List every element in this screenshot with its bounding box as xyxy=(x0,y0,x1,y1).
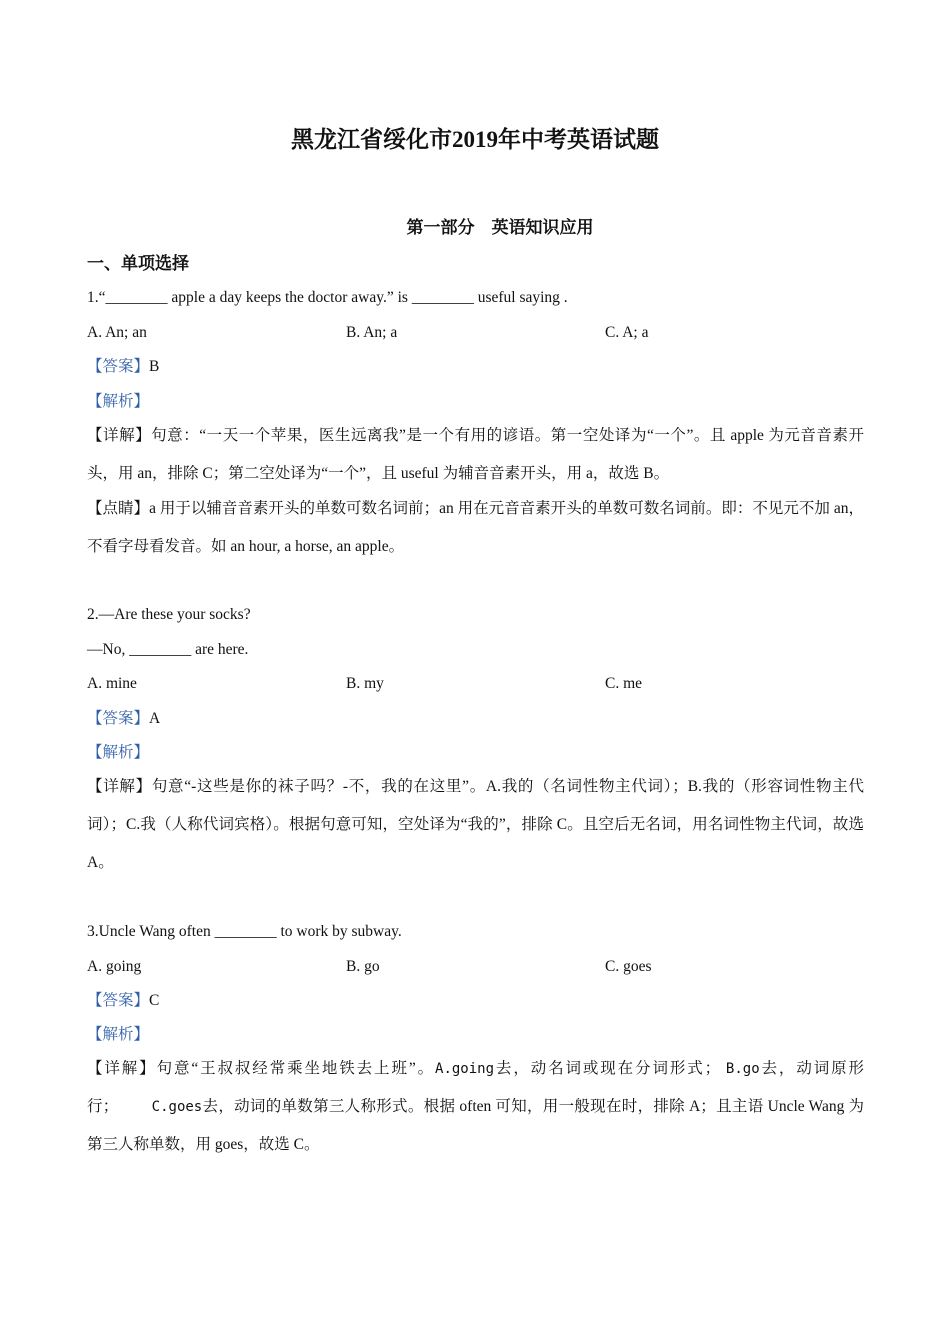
analysis-label: 【解析】 xyxy=(87,393,150,410)
tip-label: 【点睛】 xyxy=(87,500,150,517)
q3-option-c: C. goes xyxy=(605,958,652,975)
q3-option-a: A. going xyxy=(87,958,142,975)
answer-value: B xyxy=(149,358,160,375)
section-title: 一、单项选择 xyxy=(87,254,189,273)
q2-stem: 2.—Are these your socks? xyxy=(87,606,251,623)
q3-option-b: B. go xyxy=(346,958,380,975)
part-title: 第一部分 英语知识应用 xyxy=(406,218,594,237)
q1-analysis xyxy=(87,391,149,413)
q2-detail xyxy=(87,768,864,882)
q1-option-c: C. A; a xyxy=(605,324,649,341)
detail-label: 【详解】 xyxy=(87,1060,157,1077)
analysis-label: 【解析】 xyxy=(87,744,150,761)
q2-option-a: A. mine xyxy=(87,675,137,692)
q3-answer xyxy=(87,990,159,1012)
q1-option-b: B. An; a xyxy=(346,324,398,341)
q2-analysis xyxy=(87,742,149,764)
detail-text-b: 去，动名词或现在分词形式； xyxy=(494,1060,721,1077)
q1-detail xyxy=(87,417,864,493)
answer-label: 【答案】 xyxy=(87,710,150,727)
detail-text-c: 去，动词原形行； xyxy=(87,1060,864,1115)
detail-text-d: 去，动词的单数第三人称形式。根据 often 可知，用一般现在时，排除 A；且主语 Uncle Wang 为第三人称单数，用 goes，故选 C。 xyxy=(87,1098,864,1153)
answer-value: A xyxy=(149,710,161,727)
q1-option-a: A. An; an xyxy=(87,324,147,341)
detail-word-b: B.go xyxy=(725,1061,760,1077)
q1-tip xyxy=(87,490,864,566)
q2-option-b: B. my xyxy=(346,675,384,692)
q1-answer xyxy=(87,356,159,378)
answer-value: C xyxy=(149,992,160,1009)
q2-answer xyxy=(87,708,160,730)
q3-analysis xyxy=(87,1024,149,1046)
detail-text-a: 句意“王叔叔经常乘坐地铁去上班”。 xyxy=(156,1060,436,1077)
detail-text: 句意“-这些是你的袜子吗？-不，我的在这里”。A.我的（名词性物主代词）；B.我的（形容词性物主代词）；C.我（人称代词宾格）。根据句意可知，空处译为“我的”，排除 C。且空后无名词，用名词性物主代词，故选 A。 xyxy=(87,778,864,871)
detail-word-a: A.going xyxy=(435,1061,495,1077)
page-title: 黑龙江省绥化市2019年中考英语试题 xyxy=(291,127,659,152)
q2-option-c: C. me xyxy=(605,675,643,692)
answer-label: 【答案】 xyxy=(87,358,150,375)
detail-label: 【详解】 xyxy=(87,427,152,444)
q3-detail xyxy=(87,1050,864,1164)
detail-label: 【详解】 xyxy=(87,778,152,795)
tip-text: a 用于以辅音音素开头的单数可数名词前；an 用在元音音素开头的单数可数名词前。即：不见元不加 an，不看字母看发音。如 an hour, a horse, an apple。 xyxy=(87,500,864,555)
q1-stem: 1.“________ apple a day keeps the doctor away.” is ________ useful saying . xyxy=(87,289,568,306)
analysis-label: 【解析】 xyxy=(87,1026,150,1043)
q2-stem-reply: —No, ________ are here. xyxy=(87,641,249,658)
detail-word-c: C.goes xyxy=(151,1099,203,1115)
q3-stem: 3.Uncle Wang often ________ to work by subway. xyxy=(87,923,402,940)
detail-text: 句意：“一天一个苹果，医生远离我”是一个有用的谚语。第一空处译为“一个”。且 apple 为元音音素开头，用 an，排除 C；第二空处译为“一个”，且 useful 为辅音音素开头，用 a，故选 B。 xyxy=(87,427,864,482)
answer-label: 【答案】 xyxy=(87,992,150,1009)
